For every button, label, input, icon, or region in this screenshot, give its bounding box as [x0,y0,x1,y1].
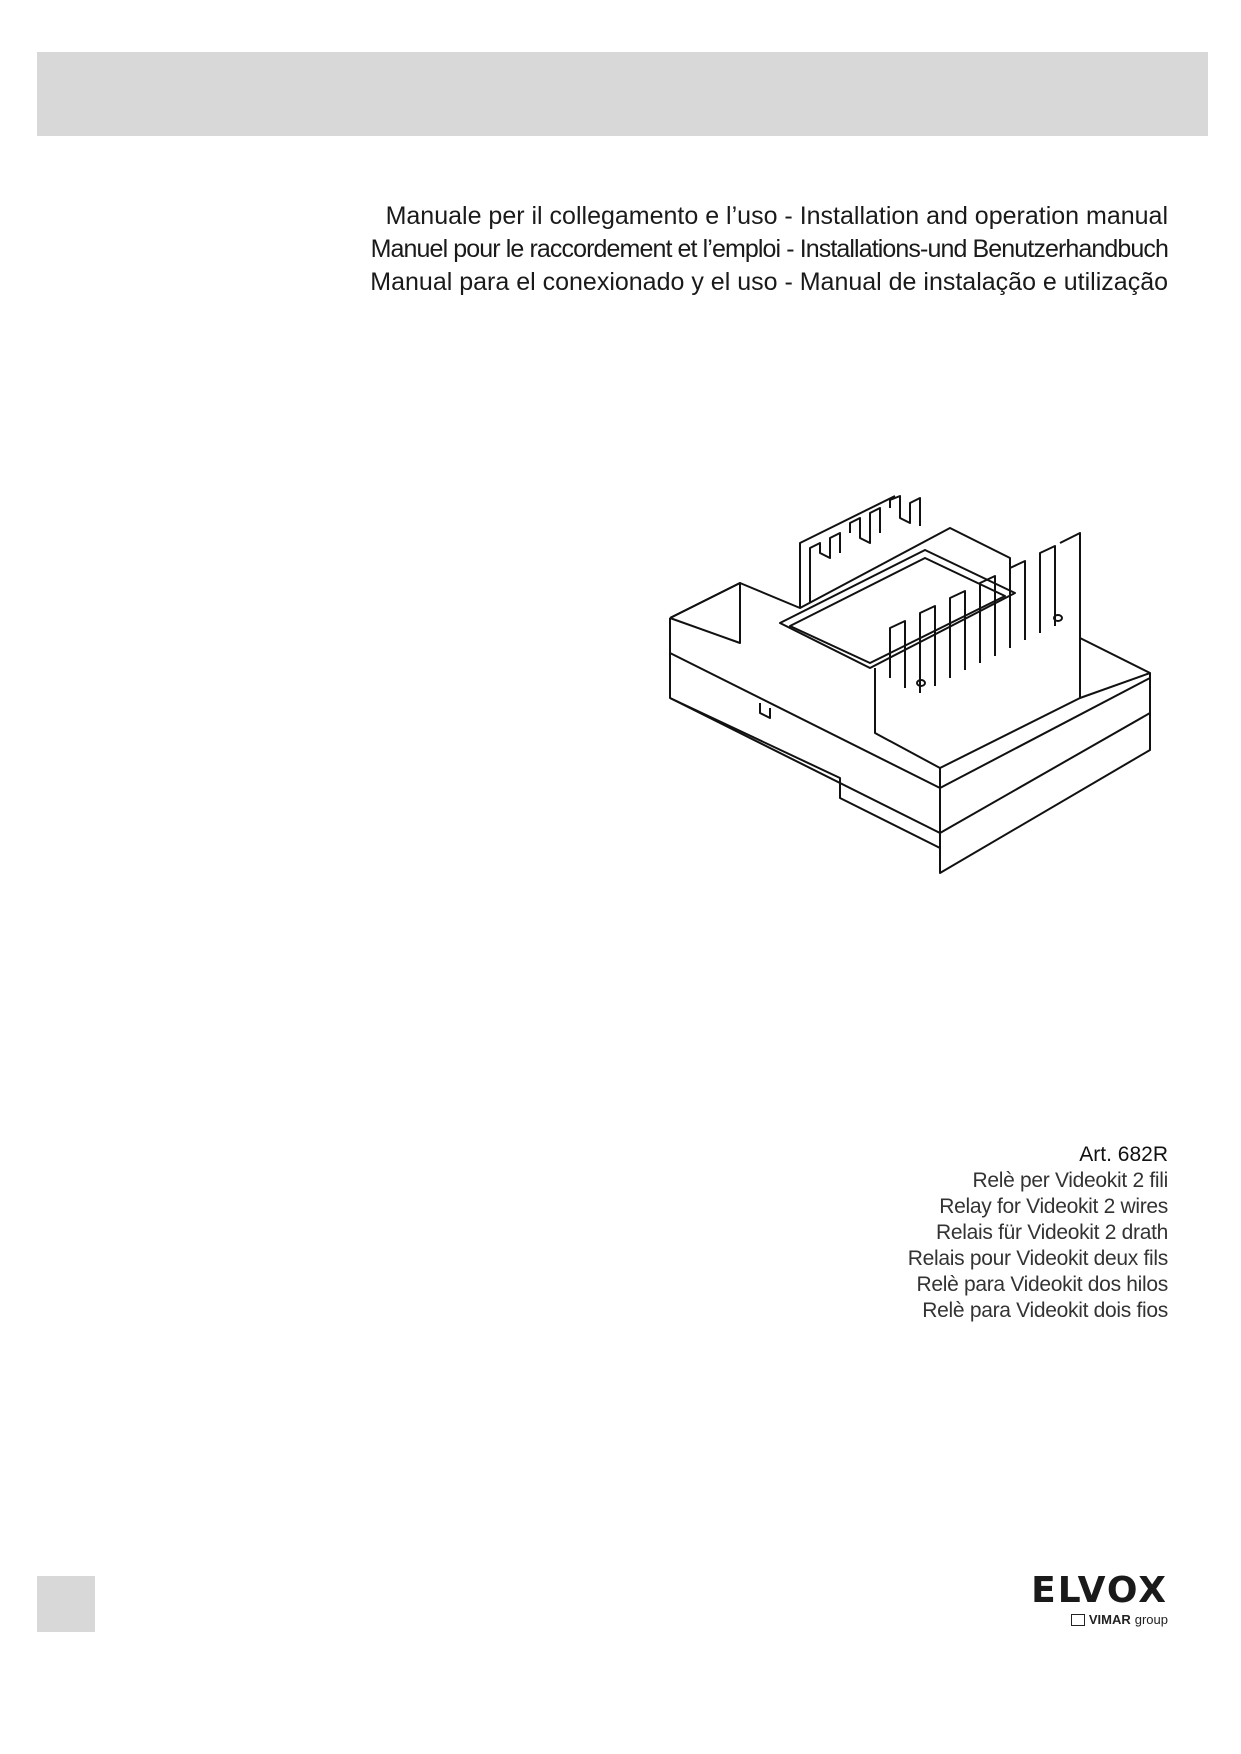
relay-device-illustration [660,488,1180,898]
article-desc-es: Relè para Videokit dos hilos [916,1273,1168,1296]
article-desc-en: Relay for Videokit 2 wires [939,1195,1168,1218]
logo-group-brand: VIMAR [1088,1612,1131,1627]
article-code: Art. 682R [1079,1143,1168,1166]
title-line-es-pt: Manual para el conexionado y el uso - Manual de instalação e utilização [370,268,1168,296]
logo-wordmark: ELVOX [1031,1570,1168,1611]
title-line-it-en: Manuale per il collegamento e l’uso - Installation and operation manual [385,202,1168,230]
title-line-fr-de: Manuel pour le raccordement et l’emploi - Installations-und Benutzerhandbuch [370,235,1168,263]
article-desc-fr: Relais pour Videokit deux fils [907,1247,1168,1270]
article-desc-de: Relais für Videokit 2 drath [936,1221,1168,1244]
header-gray-bar [37,52,1208,136]
article-desc-it: Relè per Videokit 2 fili [972,1169,1168,1192]
vimar-mark-icon [1071,1614,1085,1626]
elvox-logo [1031,1572,1168,1627]
article-desc-pt: Relè para Videokit dois fios [922,1299,1168,1322]
footer-gray-square [37,1576,95,1632]
logo-group-line [1031,1612,1168,1627]
article-info [908,1141,1168,1324]
logo-group-suffix: group [1134,1612,1168,1627]
manual-titles [370,200,1168,299]
